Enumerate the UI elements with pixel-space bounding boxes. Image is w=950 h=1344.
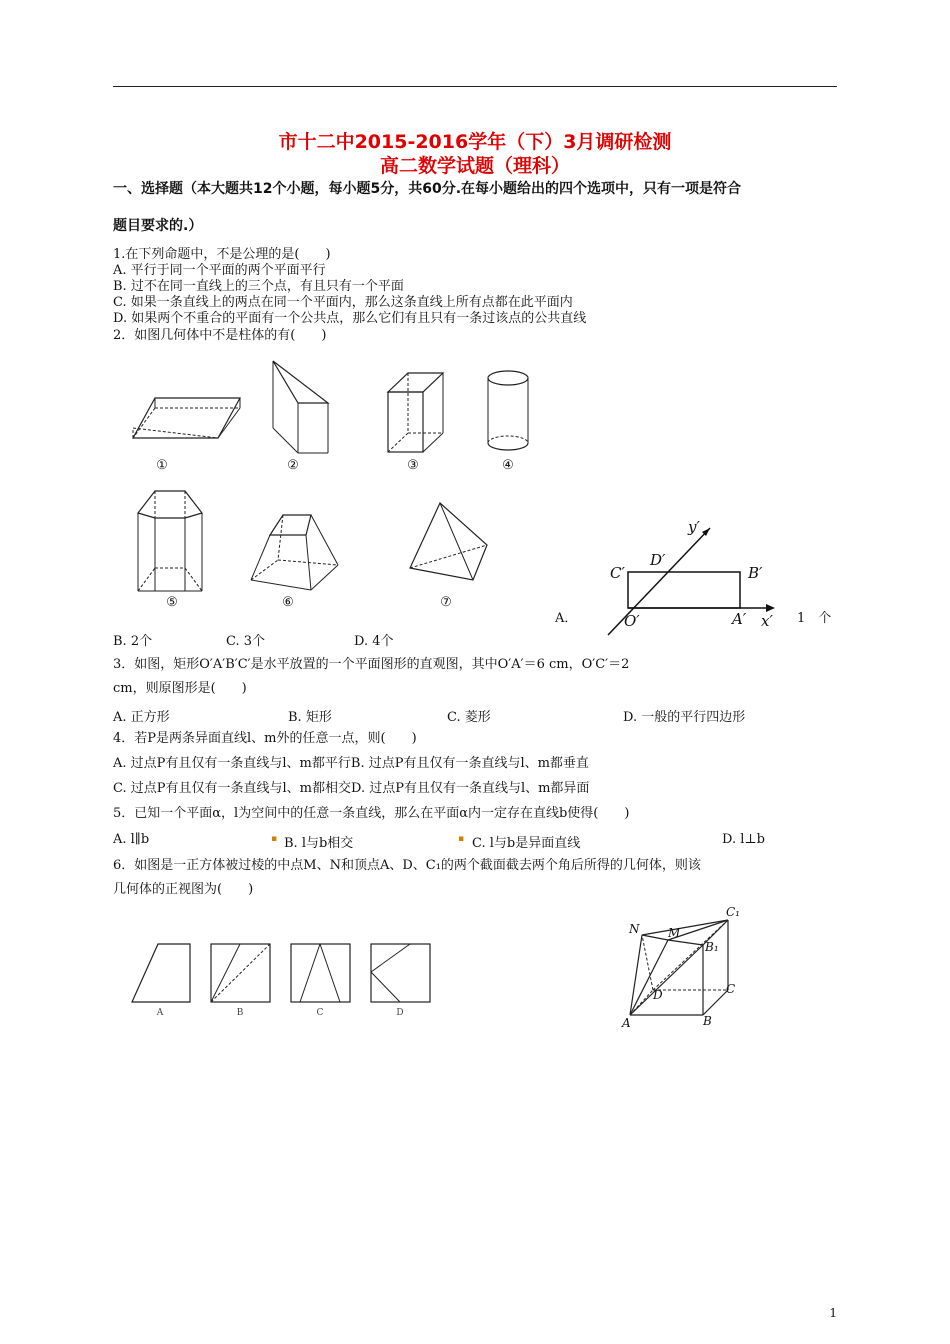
view-option-a (130, 942, 192, 1004)
label-x-axis: x′ (761, 612, 773, 630)
caption-4: ④ (502, 458, 514, 473)
q2-option-a-label: A． (555, 611, 578, 626)
solid-4-cylinder (484, 368, 534, 458)
label-a: A′ (732, 610, 747, 628)
caption-5: ⑤ (166, 595, 178, 610)
q4-options-cd: C. 过点P有且仅有一条直线与l、m都相交D. 过点P有且仅有一条直线与l、m都异面 (113, 781, 590, 796)
q1-option-a: A. 平行于同一个平面的两个平面平行 (113, 263, 326, 278)
label-b-vertex: B (703, 1014, 712, 1028)
stray-dot-2: ▪ (458, 834, 465, 844)
solid-2-triangular-prism (268, 358, 348, 458)
q2-option-d: D. 4个 (354, 634, 394, 649)
q3-option-c: C. 菱形 (447, 710, 491, 725)
view-caption-a: A (156, 1008, 164, 1018)
page-number: 1 (829, 1306, 837, 1320)
label-c-vertex: C (726, 982, 736, 996)
caption-2: ② (287, 458, 299, 473)
q3-option-a: A. 正方形 (113, 710, 170, 725)
q2-option-c: C. 3个 (226, 634, 266, 649)
label-b1: B₁ (705, 940, 719, 954)
q6-stem: 6．如图是一正方体被过棱的中点M、N和顶点A、D、C₁的两个截面截去两个角后所得的几何体，则该 (113, 858, 701, 873)
q6-stem-cont: 几何体的正视图为( ) (113, 882, 254, 897)
q1-stem: 1.在下列命题中，不是公理的是( ) (113, 247, 331, 262)
caption-3: ③ (407, 458, 419, 473)
q5-option-c: C. l与b是异面直线 (472, 836, 581, 851)
q5-stem: 5．已知一个平面α，l为空间中的任意一条直线，那么在平面α内一定存在直线b使得( ) (113, 806, 630, 821)
solid-1-parallelepiped (125, 390, 245, 450)
q3-option-d: D. 一般的平行四边形 (623, 710, 746, 725)
view-option-b (210, 942, 272, 1004)
q2-option-b: B. 2个 (113, 634, 153, 649)
solid-5-prism (135, 488, 215, 598)
label-y-axis: y′ (688, 518, 700, 536)
caption-6: ⑥ (282, 595, 294, 610)
q2-stem: 2．如图几何体中不是柱体的有( ) (113, 328, 327, 343)
q4-options-ab: A. 过点P有且仅有一条直线与l、m都平行B. 过点P有且仅有一条直线与l、m都垂直 (113, 756, 589, 771)
q5-option-b: B. l与b相交 (284, 836, 354, 851)
exam-subtitle: 高二数学试题（理科） (379, 155, 570, 177)
solid-7-tetrahedron (405, 500, 495, 585)
q1-option-b: B. 过不在同一直线上的三个点，有且只有一个平面 (113, 279, 404, 294)
solid-3-rectangular-prism (383, 370, 453, 455)
label-n: N (629, 922, 640, 936)
q5-option-a: A. l∥b (113, 832, 150, 847)
label-c1: C₁ (726, 905, 740, 919)
view-option-c (290, 942, 352, 1004)
q3-option-b: B. 矩形 (288, 710, 332, 725)
caption-1: ① (156, 458, 168, 473)
section-heading: 一、选择题（本大题共12个小题，每小题5分，共60分.在每小题给出的四个选项中，只有一项是符合 (113, 181, 742, 197)
q5-option-d: D. l⊥b (722, 832, 765, 847)
solid-6-frustum (248, 510, 343, 595)
q3-stem: 3．如图，矩形O′A′B′C′是水平放置的一个平面图形的直观图，其中O′A′＝6 cm，O′C′＝2 (113, 657, 630, 672)
q4-stem: 4．若P是两条异面直线l、m外的任意一点，则( ) (113, 731, 417, 746)
header-rule (113, 86, 837, 87)
stray-dot-1: ▪ (271, 834, 278, 844)
label-d-vertex: D (653, 988, 663, 1002)
label-m: M (668, 926, 681, 940)
view-option-d (370, 942, 432, 1004)
q1-option-d: D. 如果两个不重合的平面有一个公共点，那么它们有且只有一条过该点的公共直线 (113, 311, 587, 326)
q1-option-c: C. 如果一条直线上的两点在同一个平面内，那么这条直线上所有点都在此平面内 (113, 295, 573, 310)
section-heading-cont: 题目要求的.） (113, 218, 203, 234)
q3-stem-cont: cm，则原图形是( ) (113, 681, 247, 696)
label-o: O′ (624, 612, 640, 630)
label-a-vertex: A (622, 1016, 631, 1030)
label-d: D′ (650, 551, 666, 569)
q2-option-a-value: 1 个 (797, 611, 832, 626)
view-caption-b: B (236, 1008, 244, 1018)
view-caption-c: C (316, 1008, 324, 1018)
view-caption-d: D (396, 1008, 404, 1018)
label-c: C′ (610, 564, 625, 582)
exam-title: 市十二中2015-2016学年（下）3月调研检测 (278, 131, 672, 153)
caption-7: ⑦ (440, 595, 452, 610)
label-b: B′ (748, 564, 763, 582)
